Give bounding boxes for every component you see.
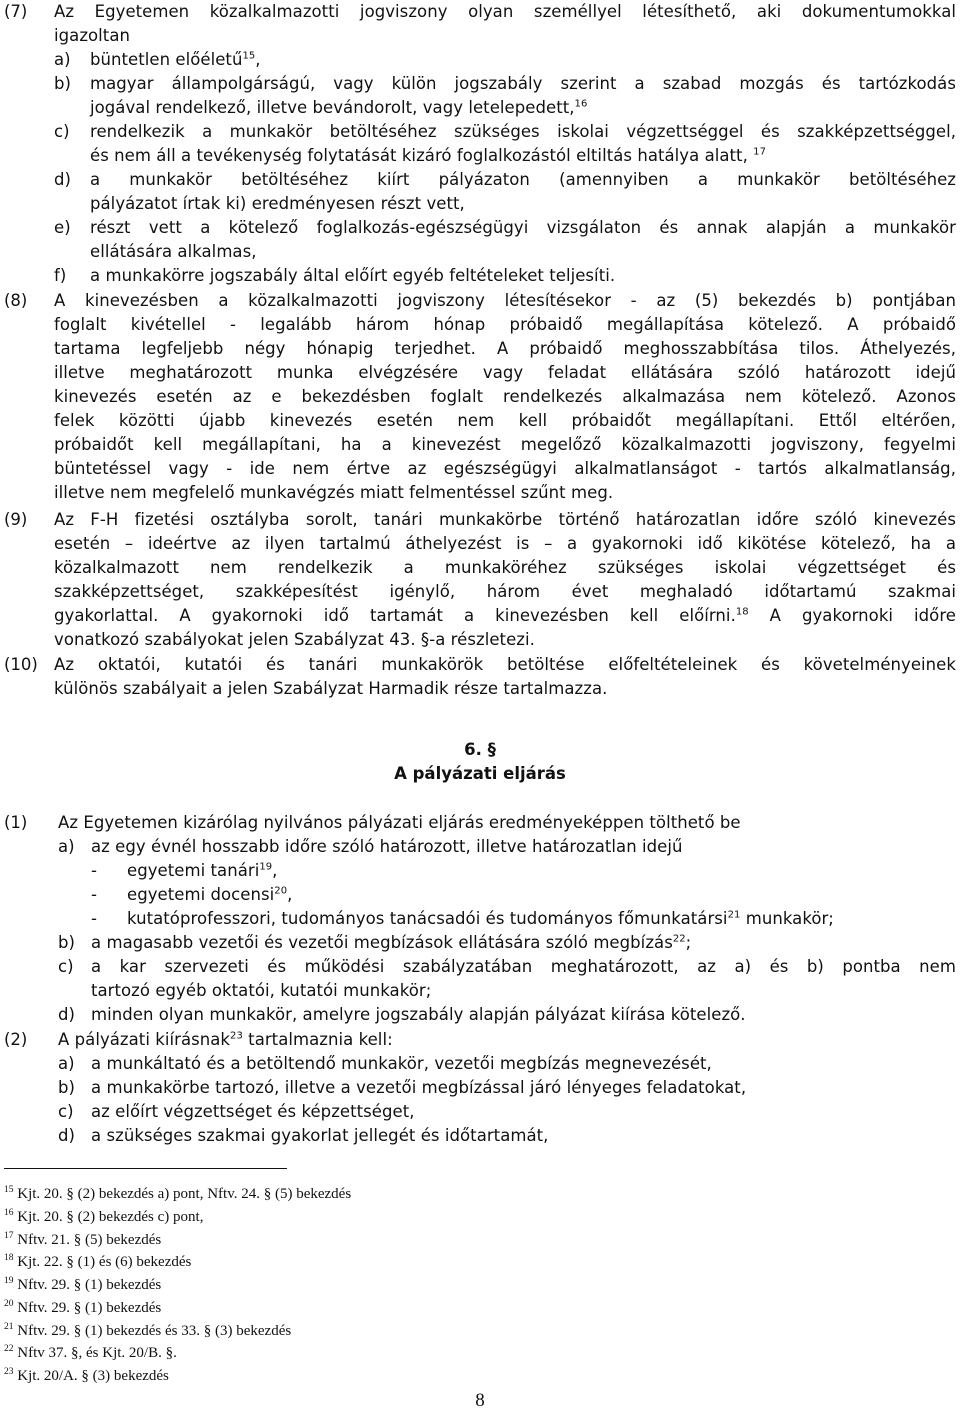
list-item-label: c) xyxy=(54,122,70,141)
list-item-line: és nem áll a tevékenység folytatását kizáró foglalkozástól eltiltás hatálya alatt, $^{17}$ xyxy=(90,146,766,165)
list-item-label: b) xyxy=(58,933,76,952)
list-item: a szükséges szakmai gyakorlat jellegét és időtartamát, xyxy=(91,1126,549,1145)
list-item-label: b) xyxy=(54,74,72,93)
footnote-ref: 21 xyxy=(727,909,741,921)
footnote: $^{16}$ Kjt. 20. § (2) bekezdés c) pont, xyxy=(4,1208,204,1225)
paragraph-line: közalkalmazott nem rendelkezik a munkaköréhez szükséges iskolai végzettséget és xyxy=(54,558,956,577)
paragraph-line: különös szabályait a jelen Szabályzat Harmadik része tartalmazza. xyxy=(54,679,608,698)
list-item-line: pályázatot írtak ki) eredményesen részt vett, xyxy=(90,194,465,213)
paragraph-line: próbaidőt kell megállapítani, ha a kinevezést megelőző közalkalmazotti jogviszony, fegyelmi xyxy=(54,435,956,454)
paragraph-number: (9) xyxy=(4,510,28,529)
paragraph-line: foglalt kivétellel - legalább három hónap próbaidő megállapítása kötelező. A próbaidő xyxy=(54,315,956,334)
dash-bullet: - xyxy=(91,885,98,904)
paragraph-number: (8) xyxy=(4,291,28,310)
paragraph-number: (1) xyxy=(4,813,28,832)
list-item-label: c) xyxy=(58,1102,74,1121)
paragraph-line: illetve meghatározott munka elvégzésére vagy feladat ellátására szóló határozott idejű xyxy=(54,363,956,382)
list-item-line: tartozó egyéb oktatói, kutatói munkakör; xyxy=(91,981,432,1000)
footnote-separator xyxy=(4,1168,287,1169)
list-item-label: b) xyxy=(58,1078,76,1097)
list-item-label: c) xyxy=(58,957,74,976)
list-item-label: e) xyxy=(54,218,71,237)
footnote-ref: 23 xyxy=(230,1030,243,1042)
dash-bullet: - xyxy=(91,909,98,928)
section-title: A pályázati eljárás xyxy=(394,764,566,783)
page-number: 8 xyxy=(475,1390,485,1411)
footnote-ref: 17 xyxy=(753,146,766,158)
footnote: $^{18}$ Kjt. 22. § (1) és (6) bekezdés xyxy=(4,1253,192,1270)
paragraph-line: A kinevezésben a közalkalmazotti jogviszony létesítésekor - az (5) bekezdés b) pontjában xyxy=(54,291,956,310)
footnote: $^{22}$ Nftv 37. §, és Kjt. 20/B. §. xyxy=(4,1344,177,1361)
footnote: $^{23}$ Kjt. 20/A. § (3) bekezdés xyxy=(4,1367,169,1384)
paragraph-line: illetve nem megfelelő munkavégzés miatt felmentéssel szűnt meg. xyxy=(54,483,614,502)
paragraph-number: (2) xyxy=(4,1030,28,1049)
list-item: kutatóprofesszori, tudományos tanácsadói és tudományos főmunkatársi$^{21}$ munkakör; xyxy=(127,909,834,928)
paragraph-number: (7) xyxy=(4,2,28,21)
paragraph-line: esetén – ideértve az ilyen tartalmú áthelyezést is – a gyakornoki idő kikötése kötelező, ha a xyxy=(54,534,956,553)
list-item-line: a munkakörre jogszabály által előírt egyéb feltételeket teljesíti. xyxy=(90,266,616,285)
list-item-line: a munkakör betöltéséhez kiírt pályázaton (amennyiben a munkakör betöltéséhez xyxy=(90,170,956,189)
list-item: a magasabb vezetői és vezetői megbízások ellátására szóló megbízás$^{22}$; xyxy=(91,933,692,952)
list-item: büntetlen előéletű$^{15}$, xyxy=(90,50,261,69)
list-item: a munkáltató és a betöltendő munkakör, vezetői megbízás megnevezését, xyxy=(91,1054,712,1073)
footnote-ref: 16 xyxy=(574,98,588,110)
list-item: egyetemi tanári$^{19}$, xyxy=(127,861,278,880)
list-item-label: d) xyxy=(58,1126,76,1145)
list-item-label: d) xyxy=(58,1005,76,1024)
footnote-ref: 20 xyxy=(274,885,288,897)
list-item-label: d) xyxy=(54,170,72,189)
list-item-label: a) xyxy=(58,837,75,856)
footnote: $^{17}$ Nftv. 21. § (5) bekezdés xyxy=(4,1231,162,1248)
paragraph-line: tartama legfeljebb négy hónapig terjedhet. A próbaidő meghosszabbítása tilos. Áthelyezés, xyxy=(54,339,956,358)
list-item-line: rendelkezik a munkakör betöltéséhez szükséges iskolai végzettséggel és szakképzettséggel, xyxy=(90,122,956,141)
paragraph-line: szakképzettséget, szakképesítést igénylő, három évet meghaladó időtartamú szakmai xyxy=(54,582,956,601)
paragraph-line: gyakorlattal. A gyakornoki idő tartamát a kinevezésben kell előírni.$^{18}$ A gyakornoki időre xyxy=(54,606,957,625)
footnote-ref: 18 xyxy=(735,606,749,618)
paragraph-line: kinevezés esetén az e bekezdésben foglalt rendelkezés alkalmazása nem kötelező. Azonos xyxy=(54,387,956,406)
footnote-ref: 19 xyxy=(259,861,273,873)
footnote: $^{15}$ Kjt. 20. § (2) bekezdés a) pont, Nftv. 24. § (5) bekezdés xyxy=(4,1185,352,1202)
list-item-line: részt vett a kötelező foglalkozás-egészségügyi vizsgálaton és annak alapján a munkakör xyxy=(90,218,956,237)
paragraph-number: (10) xyxy=(4,655,38,674)
list-item-line: magyar állampolgárságú, vagy külön jogszabály szerint a szabad mozgás és tartózkodás xyxy=(90,74,956,93)
paragraph-line: vonatkozó szabályokat jelen Szabályzat 43. §-a részletezi. xyxy=(54,630,535,649)
list-item: a munkakörbe tartozó, illetve a vezetői megbízással járó lényeges feladatokat, xyxy=(91,1078,747,1097)
list-item: az egy évnél hosszabb időre szóló határozott, illetve határozatlan idejű xyxy=(91,837,683,856)
dash-bullet: - xyxy=(91,861,98,880)
footnote: $^{19}$ Nftv. 29. § (1) bekezdés xyxy=(4,1276,162,1293)
footnote-ref: 22 xyxy=(672,933,686,945)
paragraph-line: Az Egyetemen közalkalmazotti jogviszony olyan személlyel létesíthető, aki dokumentumokkal xyxy=(54,2,956,21)
list-item: egyetemi docensi$^{20}$, xyxy=(127,885,293,904)
footnote: $^{21}$ Nftv. 29. § (1) bekezdés és 33. § (3) bekezdés xyxy=(4,1322,292,1339)
paragraph-line: igazoltan xyxy=(54,26,130,45)
list-item-line: a kar szervezeti és működési szabályzatában meghatározott, az a) és b) pontba nem xyxy=(91,957,956,976)
list-item-line: jogával rendelkező, illetve bevándorolt, vagy letelepedett,$^{16}$ xyxy=(90,98,588,117)
list-item: az előírt végzettséget és képzettséget, xyxy=(91,1102,415,1121)
paragraph-line: Az Egyetemen kizárólag nyilvános pályázati eljárás eredményeképpen tölthető be xyxy=(58,813,741,832)
list-item-label: a) xyxy=(58,1054,75,1073)
footnote: $^{20}$ Nftv. 29. § (1) bekezdés xyxy=(4,1299,162,1316)
footnote-ref: 15 xyxy=(242,50,256,62)
paragraph-line: büntetéssel vagy - ide nem értve az egészségügyi alkalmatlanságot - tartós alkalmatlanság, xyxy=(54,459,956,478)
paragraph-line: felek közötti újabb kinevezés esetén nem kell próbaidőt megállapítani. Ettől eltérően, xyxy=(54,411,956,430)
paragraph-line: Az F-H fizetési osztályba sorolt, tanári munkakörbe történő határozatlan időre szóló kinevezés xyxy=(54,510,956,529)
list-item: minden olyan munkakör, amelyre jogszabály alapján pályázat kiírása kötelező. xyxy=(91,1005,746,1024)
paragraph-line: Az oktatói, kutatói és tanári munkakörök betöltése előfeltételeinek és követelményeinek xyxy=(54,655,956,674)
list-item-line: ellátására alkalmas, xyxy=(90,242,257,261)
paragraph-line: A pályázati kiírásnak$^{23}$ tartalmaznia kell: xyxy=(58,1030,393,1049)
list-item-label: f) xyxy=(54,266,67,285)
section-number: 6. § xyxy=(464,740,496,759)
list-item-label: a) xyxy=(54,50,71,69)
